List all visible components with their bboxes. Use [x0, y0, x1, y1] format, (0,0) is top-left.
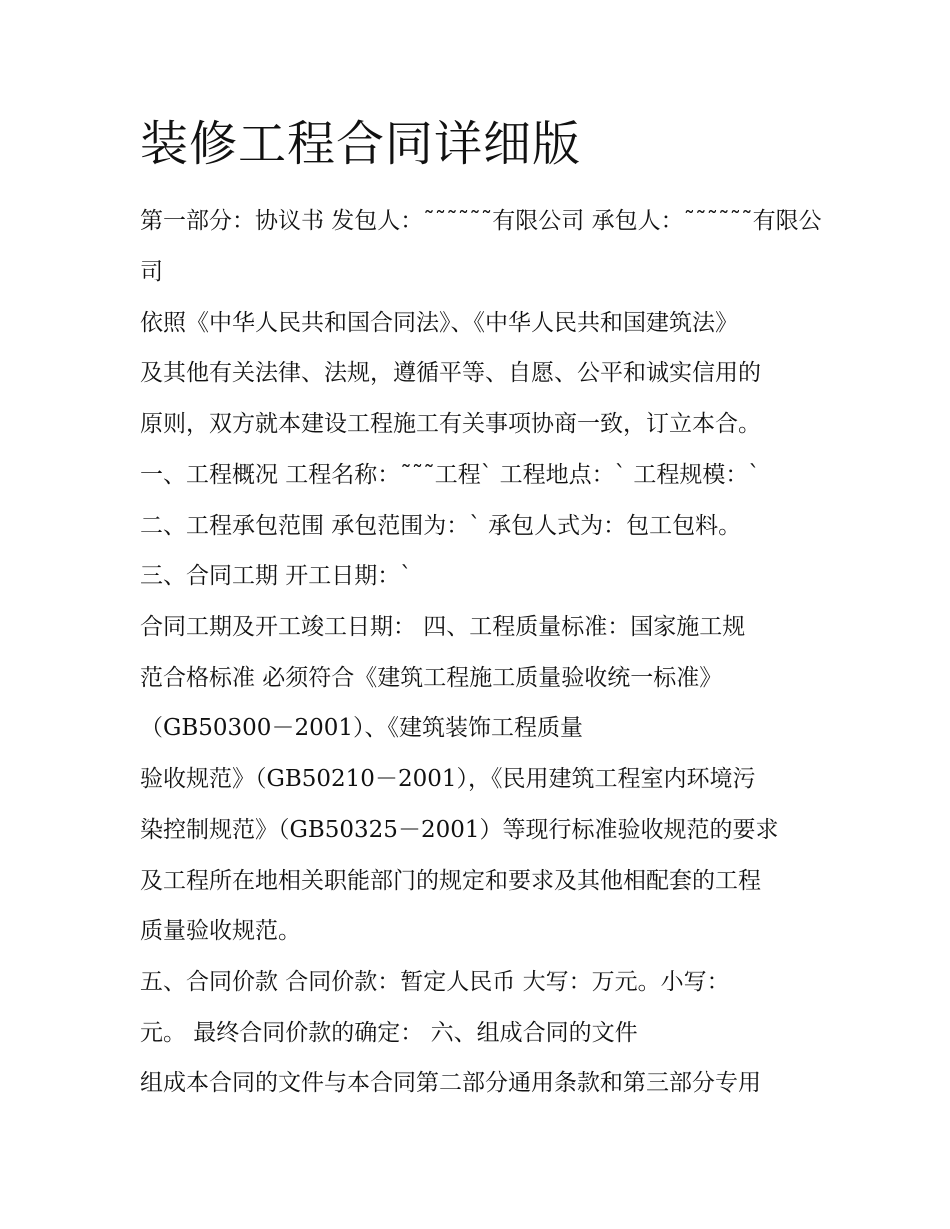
text-line: 染控制规范》（GB50325－2001）等现行标准验收规范的要求	[140, 817, 779, 843]
text-line: 第一部分：协议书 发包人：˜˜˜˜˜˜有限公司 承包人：˜˜˜˜˜˜有限公	[140, 208, 822, 234]
text-line: 三、合同工期 开工日期：`	[140, 563, 412, 589]
text-line: 组成本合同的文件与本合同第二部分通用条款和第三部分专用	[140, 1070, 761, 1096]
text-line: 验收规范》（GB50210－2001），《民用建筑工程室内环境污	[140, 766, 756, 792]
text-line: 司	[140, 259, 163, 285]
text-line: 原则，双方就本建设工程施工有关事项协商一致，订立本合。	[140, 411, 761, 437]
text-line: 质量验收规范。	[140, 918, 301, 944]
text-line: 范合格标准 必须符合《建筑工程施工质量验收统一标准》	[140, 665, 723, 691]
text-line: 元。 最终合同价款的确定： 六、组成合同的文件	[140, 1020, 638, 1046]
document-title: 装修工程合同详细版	[140, 116, 582, 172]
text-line: 及其他有关法律、法规，遵循平等、自愿、公平和诚实信用的	[140, 360, 761, 386]
text-line: 依照《中华人民共和国合同法》、《中华人民共和国建筑法》	[140, 310, 738, 336]
text-line: 一、工程概况 工程名称：˜˜˜工程` 工程地点：` 工程规模：`	[140, 462, 760, 488]
text-line: 二、工程承包范围 承包范围为：` 承包人式为：包工包料。	[140, 513, 742, 539]
text-line: 及工程所在地相关职能部门的规定和要求及其他相配套的工程	[140, 868, 761, 894]
text-line: （GB50300－2001）、《建筑装饰工程质量	[140, 715, 583, 741]
text-line: 五、合同价款 合同价款：暂定人民币 大写：万元。小写：	[140, 969, 730, 995]
text-line: 合同工期及开工竣工日期： 四、工程质量标准：国家施工规	[140, 614, 746, 640]
